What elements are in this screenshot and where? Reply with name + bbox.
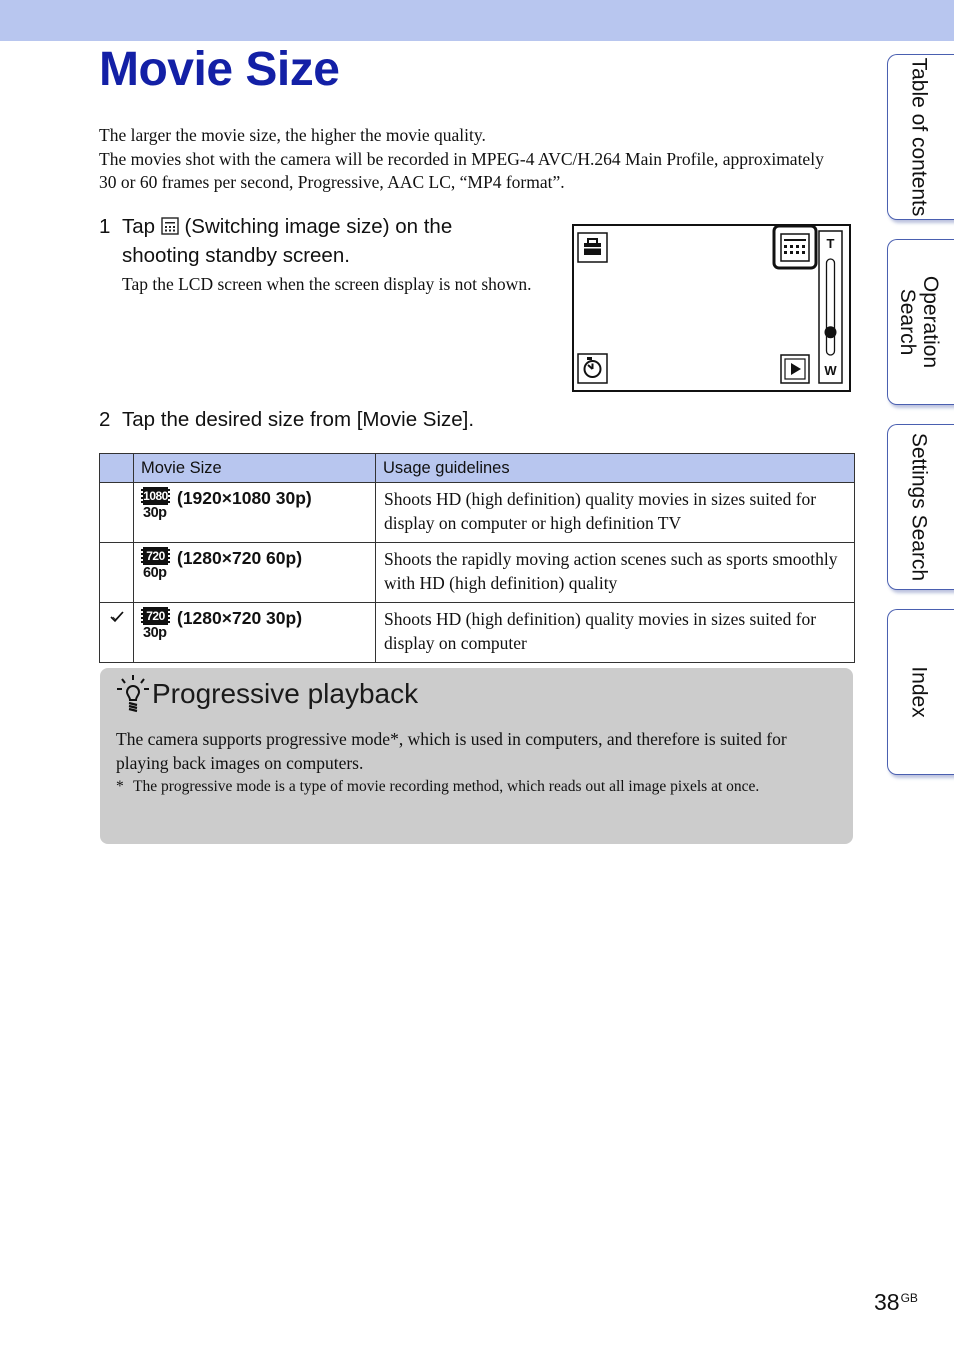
step-number: 2: [99, 408, 111, 431]
hint-lightbulb-icon: [116, 673, 150, 713]
default-mark-cell: [100, 543, 134, 603]
page-title: Movie Size: [99, 43, 340, 96]
hint-box: [100, 668, 853, 844]
size-label: (1280×720 30p): [177, 608, 303, 628]
footnote-mark: *: [116, 778, 124, 795]
guideline-cell: Shoots HD (high definition) quality movies in sizes suited for display on computer or high definition TV: [376, 483, 855, 543]
step-text: Tap the desired size from [Movie Size].: [122, 408, 475, 431]
size-cell: [134, 483, 376, 543]
table-header-mark: [100, 454, 134, 483]
badge-resolution: 1080: [141, 487, 170, 505]
step-1-note: Tap the LCD screen when the screen display is not shown.: [122, 274, 532, 294]
intro-line-2: The movies shot with the camera will be recorded in MPEG-4 AVC/H.264 Main Profile, approximately 30 or 60 frames per second, Progressive, AAC LC, “MP4 format”.: [99, 148, 824, 192]
step-number: 1: [99, 215, 111, 238]
intro-text: [99, 124, 839, 195]
size-cell: [134, 603, 376, 663]
badge-framerate: 30p: [143, 505, 167, 521]
playback-icon: [781, 355, 809, 383]
movie-size-table: [99, 453, 855, 663]
hint-footnote: [116, 776, 816, 798]
tab-operation-search[interactable]: [887, 239, 954, 405]
size-label: (1280×720 60p): [177, 548, 303, 568]
tab-settings-search[interactable]: [887, 424, 954, 590]
table-row: [100, 483, 855, 543]
tab-label: Settings Search: [907, 432, 931, 582]
hint-title: Progressive playback: [152, 678, 419, 709]
size-label: (1920×1080 30p): [177, 488, 312, 508]
toolbox-icon: [578, 233, 607, 262]
table-row: [100, 603, 855, 663]
lcd-screen-illustration: [572, 224, 851, 392]
default-mark-cell: [100, 483, 134, 543]
guideline-cell: Shoots HD (high definition) quality movies in sizes suited for display on computer: [376, 603, 855, 663]
page-number: [874, 1289, 918, 1316]
step-text: [122, 212, 532, 270]
badge-framerate: 60p: [143, 565, 167, 581]
zoom-knob[interactable]: [825, 326, 837, 338]
tab-table-of-contents[interactable]: [887, 54, 954, 220]
zoom-wide-label: W: [824, 363, 837, 378]
default-mark-cell: [100, 603, 134, 663]
header-band: [0, 0, 954, 41]
hint-body: The camera supports progressive mode*, which is used in computers, and therefore is suited for playing back images on computers.: [116, 729, 787, 773]
image-size-icon: [774, 226, 816, 268]
table-header-size: Movie Size: [134, 454, 376, 483]
table-header-guidelines: Usage guidelines: [376, 454, 855, 483]
tab-label: Index: [907, 666, 931, 718]
badge-framerate: 30p: [143, 625, 167, 641]
footnote-text: The progressive mode is a type of movie recording method, which reads out all image pixels at once.: [133, 778, 760, 795]
guideline-cell: Shoots the rapidly moving action scenes such as sports smoothly with HD (high definition) quality: [376, 543, 855, 603]
step-instruction: (Switching image size) on the shooting standby screen.: [122, 215, 453, 267]
movie-size-icon: [141, 547, 170, 581]
page-number-suffix: GB: [900, 1291, 918, 1305]
image-size-icon: [161, 217, 179, 235]
page-number-value: 38: [874, 1289, 900, 1315]
intro-line-1: The larger the movie size, the higher the movie quality.: [99, 125, 486, 145]
zoom-tele-label: T: [826, 236, 835, 251]
badge-resolution: 720: [141, 547, 170, 565]
zoom-bar[interactable]: [819, 231, 842, 383]
badge-resolution: 720: [141, 607, 170, 625]
size-cell: [134, 543, 376, 603]
self-timer-icon: [578, 354, 607, 383]
tab-label: Table of contents: [907, 57, 931, 217]
tab-label: Operation Search: [896, 275, 942, 369]
step-tap-word: Tap: [122, 215, 156, 238]
movie-size-icon: [141, 487, 170, 521]
default-check-icon: [109, 610, 125, 624]
table-header-row: [100, 454, 855, 483]
movie-size-icon: [141, 607, 170, 641]
table-row: [100, 543, 855, 603]
tab-index[interactable]: [887, 609, 954, 775]
